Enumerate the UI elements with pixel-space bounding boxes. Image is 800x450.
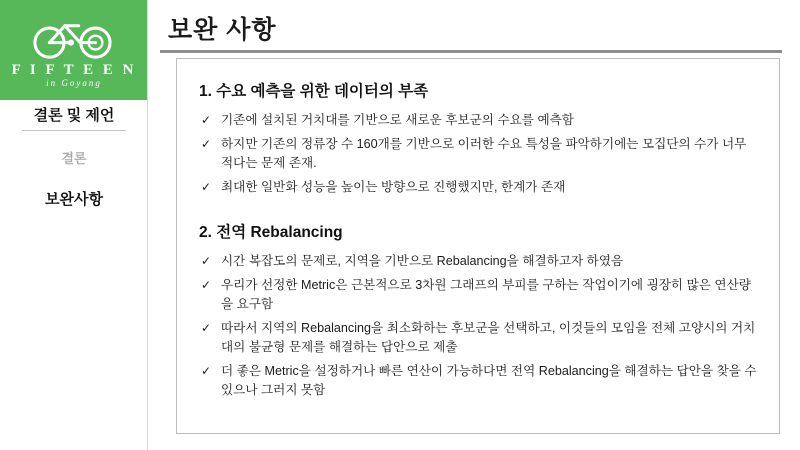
header-rule — [160, 50, 782, 53]
list-item-text: 시간 복잡도의 문제로, 지역을 기반으로 Rebalancing을 해결하고자 하였음 — [221, 253, 624, 268]
list-item-text: 하지만 기존의 정류장 수 160개를 기반으로 이러한 수요 특성을 파악하기에는 모집단의 수가 너무 적다는 문제 존재. — [221, 137, 747, 171]
list-item-text: 따라서 지역의 Rebalancing을 최소화하는 후보군을 선택하고, 이것들의 모임을 전체 고양시의 거치대의 불균형 문제를 해결하는 답안으로 제출 — [221, 320, 756, 355]
logo-submark: in Goyang — [46, 77, 102, 88]
sidebar — [0, 0, 148, 450]
section-1-heading: 1. 수요 예측을 위한 데이터의 부족 — [199, 83, 429, 100]
sidebar-item-conclusion[interactable]: 결론 — [61, 151, 87, 166]
section-2-heading: 2. 전역 Rebalancing — [199, 223, 343, 241]
list-item — [199, 135, 757, 173]
sidebar-section-title: 결론 및 제언 — [33, 107, 115, 124]
section-2-bullet-list — [199, 252, 757, 401]
check-icon: ✓ — [201, 320, 212, 335]
content-panel — [176, 58, 780, 434]
section-1-bullet-list — [199, 111, 757, 198]
check-icon: ✓ — [201, 364, 212, 379]
logo — [0, 0, 148, 100]
page-title: 보완 사항 — [168, 16, 277, 44]
bicycle-icon — [28, 15, 120, 61]
list-item — [199, 178, 757, 197]
list-item-text: 기존에 설치된 거치대를 기반으로 새로운 후보군의 수요를 예측함 — [221, 113, 574, 127]
sidebar-edge — [147, 0, 148, 450]
section-1 — [199, 79, 757, 198]
section-2 — [199, 220, 757, 401]
list-item — [199, 111, 757, 130]
list-item — [199, 252, 757, 271]
logo-wordmark: F I F T E E N — [11, 61, 137, 78]
list-item — [199, 362, 757, 400]
list-item — [199, 276, 757, 314]
check-icon: ✓ — [201, 113, 212, 127]
list-item-text: 최대한 일반화 성능을 높이는 방향으로 진행했지만, 한계가 존재 — [221, 180, 566, 195]
check-icon: ✓ — [201, 277, 212, 292]
sidebar-item-improvements[interactable]: 보완사항 — [45, 191, 103, 208]
list-item-text: 우리가 선정한 Metric은 근본적으로 3차원 그래프의 부피를 구하는 작업이기에 굉장히 많은 연산량을 요구함 — [221, 277, 751, 311]
check-icon: ✓ — [201, 137, 212, 152]
check-icon: ✓ — [201, 180, 212, 195]
header — [160, 10, 782, 53]
list-item — [199, 319, 757, 357]
sidebar-divider — [22, 130, 126, 131]
check-icon: ✓ — [201, 253, 212, 268]
list-item-text: 더 좋은 Metric을 설정하거나 빠른 연산이 가능하다면 전역 Rebalancing을 해결하는 답안을 찾을 수 있으나 그러지 못함 — [221, 364, 757, 398]
